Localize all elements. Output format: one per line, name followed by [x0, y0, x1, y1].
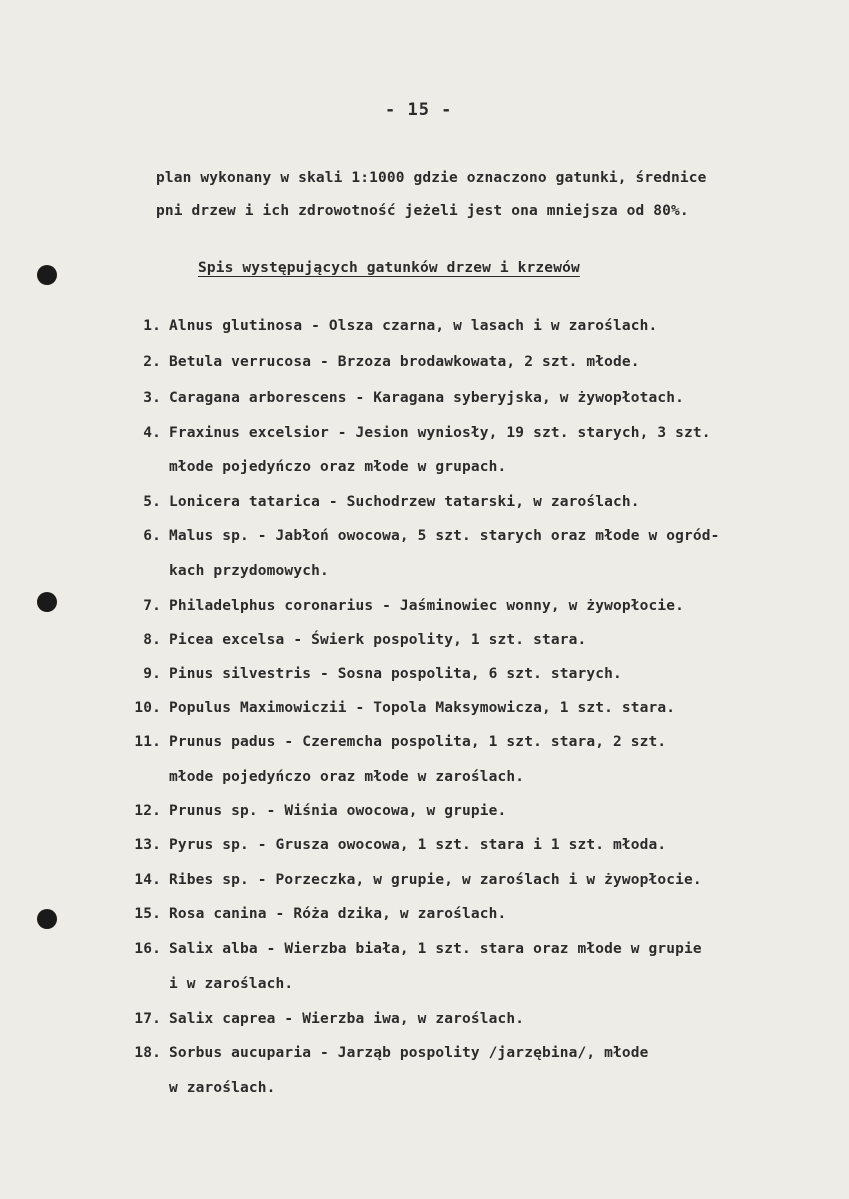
list-item-continuation: młode pojedyńczo oraz młode w grupach. — [169, 459, 507, 475]
list-item-continuation: kach przydomowych. — [169, 563, 329, 579]
list-item-number: 1. — [143, 318, 161, 334]
list-item-number: 2. — [143, 354, 161, 370]
list-item-text: Pyrus sp. - Grusza owocowa, 1 szt. stara i 1 szt. młoda. — [169, 837, 667, 853]
list-item-number: 8. — [143, 632, 161, 648]
intro-line: plan wykonany w skali 1:1000 gdzie oznaczono gatunki, średnice — [156, 170, 707, 186]
list-item-continuation: w zaroślach. — [169, 1080, 276, 1096]
list-item-text: Salix alba - Wierzba biała, 1 szt. stara oraz młode w grupie — [169, 941, 702, 957]
list-item-number: 14. — [134, 872, 161, 888]
list-item-continuation: i w zaroślach. — [169, 976, 294, 992]
list-item-text: Salix caprea - Wierzba iwa, w zaroślach. — [169, 1011, 525, 1027]
list-item-number: 12. — [134, 803, 161, 819]
list-item-text: Alnus glutinosa - Olsza czarna, w lasach i w zaroślach. — [169, 318, 658, 334]
list-item-text: Philadelphus coronarius - Jaśminowiec wonny, w żywopłocie. — [169, 598, 685, 614]
list-item-continuation: młode pojedyńczo oraz młode w zaroślach. — [169, 769, 525, 785]
list-item-text: Pinus silvestris - Sosna pospolita, 6 szt. starych. — [169, 666, 622, 682]
list-item-text: Picea excelsa - Świerk pospolity, 1 szt. stara. — [169, 632, 587, 648]
list-item-number: 11. — [134, 734, 161, 750]
list-item-number: 9. — [143, 666, 161, 682]
list-item-text: Caragana arborescens - Karagana syberyjska, w żywopłotach. — [169, 390, 685, 406]
list-item-text: Malus sp. - Jabłoń owocowa, 5 szt. starych oraz młode w ogród- — [169, 528, 720, 544]
list-item-text: Sorbus aucuparia - Jarząb pospolity /jarzębina/, młode — [169, 1045, 649, 1061]
list-item-number: 4. — [143, 425, 161, 441]
list-item-text: Rosa canina - Róża dzika, w zaroślach. — [169, 906, 507, 922]
punch-hole-icon — [37, 265, 57, 285]
punch-hole-icon — [37, 592, 57, 612]
list-item-number: 17. — [134, 1011, 161, 1027]
list-item-number: 15. — [134, 906, 161, 922]
list-item-number: 5. — [143, 494, 161, 510]
list-item-text: Populus Maximowiczii - Topola Maksymowicza, 1 szt. stara. — [169, 700, 676, 716]
list-item-text: Prunus sp. - Wiśnia owocowa, w grupie. — [169, 803, 507, 819]
list-item-text: Ribes sp. - Porzeczka, w grupie, w zaroślach i w żywopłocie. — [169, 872, 702, 888]
section-heading: Spis występujących gatunków drzew i krzewów — [198, 260, 580, 276]
list-item-number: 13. — [134, 837, 161, 853]
list-item-number: 7. — [143, 598, 161, 614]
intro-line: pni drzew i ich zdrowotność jeżeli jest ona mniejsza od 80%. — [156, 203, 689, 219]
list-item-number: 18. — [134, 1045, 161, 1061]
list-item-text: Betula verrucosa - Brzoza brodawkowata, 2 szt. młode. — [169, 354, 640, 370]
list-item-number: 16. — [134, 941, 161, 957]
punch-hole-icon — [37, 909, 57, 929]
page-number: - 15 - — [385, 100, 453, 120]
list-item-text: Prunus padus - Czeremcha pospolita, 1 szt. stara, 2 szt. — [169, 734, 667, 750]
list-item-number: 10. — [134, 700, 161, 716]
list-item-number: 6. — [143, 528, 161, 544]
list-item-number: 3. — [143, 390, 161, 406]
list-item-text: Fraxinus excelsior - Jesion wyniosły, 19 szt. starych, 3 szt. — [169, 425, 711, 441]
list-item-text: Lonicera tatarica - Suchodrzew tatarski, w zaroślach. — [169, 494, 640, 510]
